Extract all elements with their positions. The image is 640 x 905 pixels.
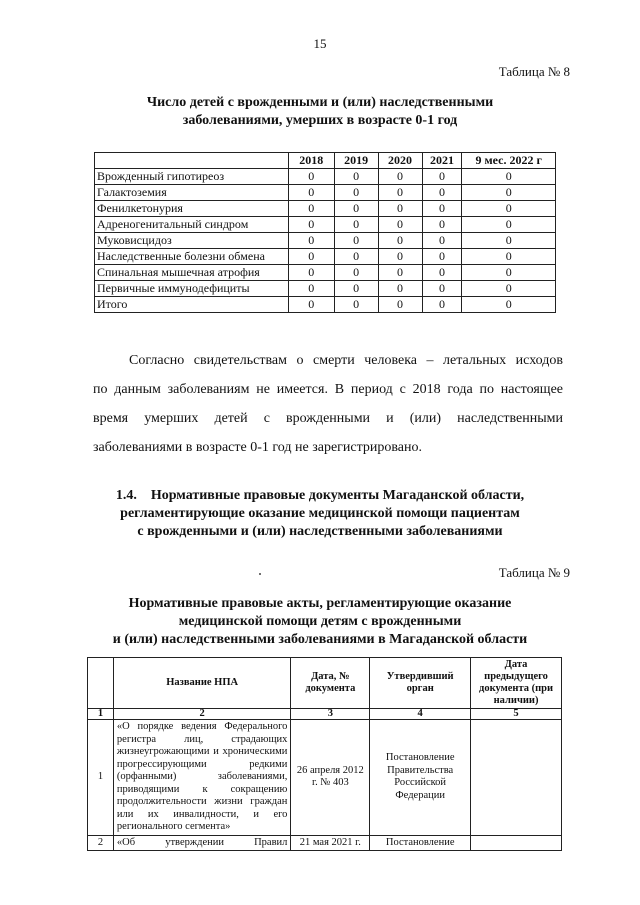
paragraph-line: заболеваниями в возрасте 0-1 год не зарегистрировано.: [93, 440, 423, 455]
header-cell: 2021: [422, 153, 462, 169]
section-heading-line: 1.4. Нормативные правовые документы Магаданской области,: [115, 488, 525, 503]
disease-name: Галактоземия: [95, 185, 289, 201]
table8: [94, 152, 556, 313]
value-cell: 0: [462, 233, 556, 249]
value-cell: 0: [334, 233, 378, 249]
index-cell: 1: [88, 709, 114, 720]
table8-title: [0, 94, 640, 130]
value-cell: 0: [378, 265, 422, 281]
value-cell: 0: [288, 201, 334, 217]
previous-date: [471, 720, 562, 836]
table-row: [95, 169, 556, 185]
value-cell: 0: [462, 185, 556, 201]
table-row: [88, 720, 562, 836]
value-cell: 0: [422, 265, 462, 281]
table9-header-row: [88, 658, 562, 709]
value-cell: 0: [378, 233, 422, 249]
table-row: [95, 265, 556, 281]
disease-name: Муковисцидоз: [95, 233, 289, 249]
disease-name: Первичные иммунодефициты: [95, 281, 289, 297]
value-cell: 0: [462, 169, 556, 185]
value-cell: 0: [378, 169, 422, 185]
value-cell: 0: [422, 233, 462, 249]
table8-label: Таблица № 8: [498, 64, 570, 79]
disease-name: Фенилкетонурия: [95, 201, 289, 217]
table9-title-line: и (или) наследственными заболеваниями в Магаданской области: [112, 632, 528, 647]
table-row: [88, 835, 562, 851]
value-cell: 0: [334, 185, 378, 201]
table8-title-line: заболеваниями, умерших в возрасте 0-1 год: [182, 113, 458, 128]
header-cell: 2018: [288, 153, 334, 169]
index-cell: 4: [370, 709, 471, 720]
table9-title-line: Нормативные правовые акты, регламентирующие оказание: [128, 596, 512, 611]
disease-name: Итого: [95, 297, 289, 313]
value-cell: 0: [378, 217, 422, 233]
npa-name: «Об утверждении Правил: [113, 835, 291, 851]
value-cell: 0: [288, 185, 334, 201]
table-row: [95, 297, 556, 313]
value-cell: 0: [462, 297, 556, 313]
value-cell: 0: [462, 281, 556, 297]
disease-name: Адреногенитальный синдром: [95, 217, 289, 233]
row-number: 2: [88, 835, 114, 851]
value-cell: 0: [334, 169, 378, 185]
section-heading-line: регламентирующие оказание медицинской помощи пациентам: [120, 506, 520, 521]
value-cell: 0: [378, 281, 422, 297]
table-row: [95, 249, 556, 265]
doc-date: 21 мая 2021 г.: [291, 835, 370, 851]
value-cell: 0: [422, 297, 462, 313]
table-row: [95, 281, 556, 297]
section-heading: [0, 487, 640, 541]
npa-name: «О порядке ведения Федерального регистра лиц, страдающих жизнеугрожающими и хроническими прогрессирующими редкими (орфанными) заболеваниями, приводящими к сокращению продолжительности жизни граждан или их инвалидности, и его регионального сегмента»: [113, 720, 291, 836]
value-cell: 0: [334, 281, 378, 297]
table9-title: [0, 595, 640, 649]
header-cell: [88, 658, 114, 709]
paragraph-line: по данным заболеваниям не имеется. В период с 2018 года по настоящее: [93, 382, 563, 397]
value-cell: 0: [334, 201, 378, 217]
table-row: [95, 201, 556, 217]
value-cell: 0: [378, 185, 422, 201]
index-cell: 2: [113, 709, 291, 720]
previous-date: [471, 835, 562, 851]
value-cell: 0: [422, 249, 462, 265]
value-cell: 0: [288, 265, 334, 281]
header-cell: Дата предыдущего документа (при наличии): [471, 658, 562, 709]
stray-mark: [259, 573, 261, 575]
value-cell: 0: [288, 169, 334, 185]
value-cell: 0: [334, 217, 378, 233]
table-row: [95, 233, 556, 249]
header-cell: Дата, № документа: [291, 658, 370, 709]
table-row: [95, 217, 556, 233]
table9-index-row: [88, 709, 562, 720]
value-cell: 0: [288, 281, 334, 297]
value-cell: 0: [462, 201, 556, 217]
row-number: 1: [88, 720, 114, 836]
index-cell: 5: [471, 709, 562, 720]
table8-title-line: Число детей с врожденными и (или) наследственными: [146, 95, 494, 110]
index-cell: 3: [291, 709, 370, 720]
header-cell: Название НПА: [113, 658, 291, 709]
page-number: 15: [313, 36, 327, 51]
value-cell: 0: [462, 217, 556, 233]
value-cell: 0: [288, 297, 334, 313]
header-cell: Утвердивший орган: [370, 658, 471, 709]
section-heading-line: с врожденными и (или) наследственными заболеваниями: [137, 524, 503, 539]
header-cell: 2020: [378, 153, 422, 169]
value-cell: 0: [288, 217, 334, 233]
value-cell: 0: [288, 249, 334, 265]
body-paragraph: [93, 346, 563, 462]
paragraph-line: Согласно свидетельствам о смерти человека – летальных исходов: [129, 353, 563, 368]
value-cell: 0: [288, 233, 334, 249]
table9-title-line: медицинской помощи детям с врожденными: [178, 614, 462, 629]
table9: [87, 657, 562, 851]
approving-organ: Постановление Правительства Российской Федерации: [370, 720, 471, 836]
header-cell: 9 мес. 2022 г: [462, 153, 556, 169]
doc-date: 26 апреля 2012 г. № 403: [291, 720, 370, 836]
table-row: [95, 185, 556, 201]
header-cell: [95, 153, 289, 169]
disease-name: Наследственные болезни обмена: [95, 249, 289, 265]
approving-organ: Постановление: [370, 835, 471, 851]
value-cell: 0: [334, 297, 378, 313]
value-cell: 0: [422, 185, 462, 201]
value-cell: 0: [422, 201, 462, 217]
disease-name: Врожденный гипотиреоз: [95, 169, 289, 185]
value-cell: 0: [334, 249, 378, 265]
header-cell: 2019: [334, 153, 378, 169]
value-cell: 0: [334, 265, 378, 281]
value-cell: 0: [378, 201, 422, 217]
value-cell: 0: [422, 169, 462, 185]
paragraph-line: время умерших детей с врожденными и (или) наследственными: [93, 411, 563, 426]
value-cell: 0: [462, 265, 556, 281]
value-cell: 0: [462, 249, 556, 265]
value-cell: 0: [378, 297, 422, 313]
table9-label: Таблица № 9: [498, 565, 570, 580]
value-cell: 0: [422, 217, 462, 233]
value-cell: 0: [422, 281, 462, 297]
table8-header-row: [95, 153, 556, 169]
value-cell: 0: [378, 249, 422, 265]
disease-name: Спинальная мышечная атрофия: [95, 265, 289, 281]
